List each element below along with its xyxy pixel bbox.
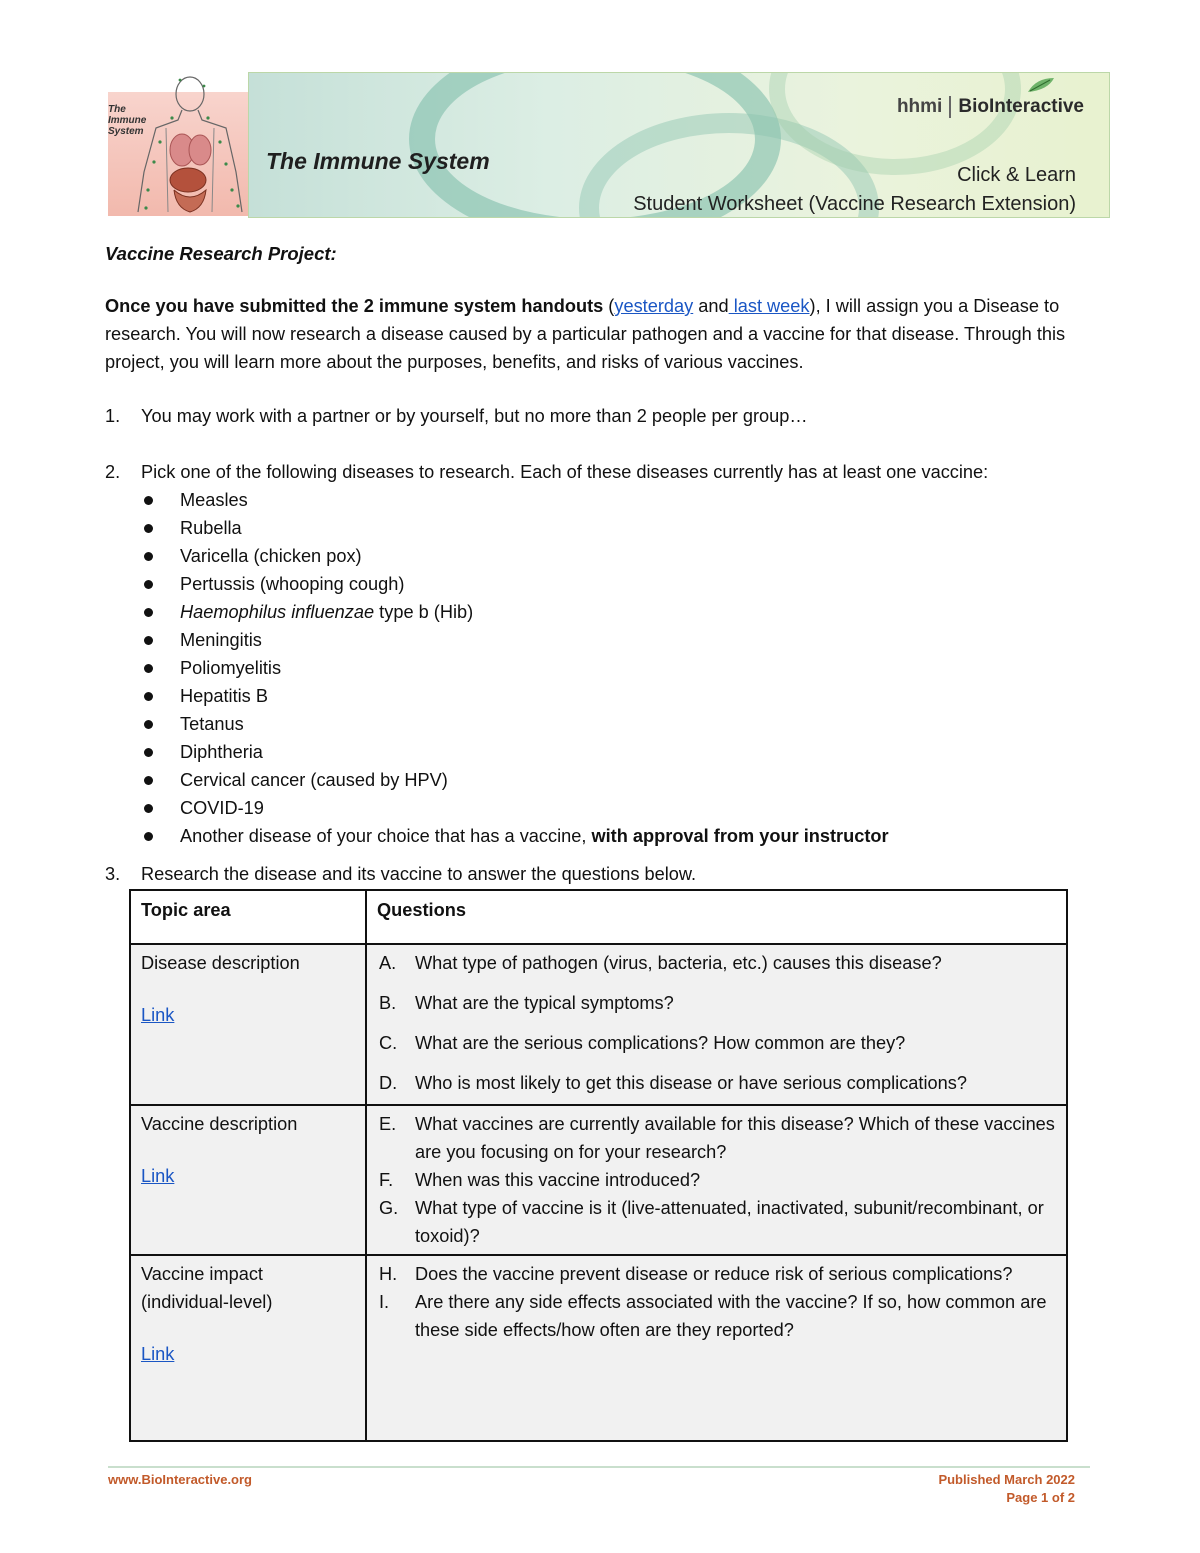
bullet-icon (144, 608, 153, 617)
intro-paren: ( (603, 296, 615, 316)
bullet-icon (144, 664, 153, 673)
question-letter: A. (379, 953, 397, 973)
approval-note: with approval from your instructor (591, 826, 889, 846)
disease-item (144, 570, 1090, 598)
question-letter: I. (379, 1292, 390, 1312)
question-letter: B. (379, 993, 397, 1013)
bullet-icon (144, 832, 153, 841)
vaccine-impact-link[interactable]: Link (141, 1344, 175, 1364)
human-figure-illustration (108, 72, 258, 218)
topic-cell (130, 944, 366, 1105)
project-title: Vaccine Research Project: (105, 243, 337, 264)
question-item (377, 1194, 1056, 1250)
question-list (377, 1260, 1056, 1344)
question-letter: C. (379, 1033, 398, 1053)
table-row (130, 944, 1067, 1105)
disease-item (144, 654, 1090, 682)
disease-name: COVID-19 (180, 798, 264, 818)
disease-name: Tetanus (180, 714, 244, 734)
worksheet-banner (108, 72, 1108, 218)
disease-name: Cervical cancer (caused by HPV) (180, 770, 448, 790)
bullet-icon (144, 776, 153, 785)
footer-divider (108, 1466, 1090, 1468)
hhmi-biointeractive-logo (897, 96, 1084, 118)
questions-cell (366, 1255, 1067, 1441)
disease-item (144, 486, 1090, 514)
bullet-icon (144, 552, 153, 561)
yesterday-link[interactable]: yesterday (614, 296, 694, 316)
step-number: 2. (105, 462, 121, 482)
questions-cell (366, 944, 1067, 1105)
disease-name: Rubella (180, 518, 242, 538)
table-header-row (130, 890, 1067, 944)
bullet-icon (144, 692, 153, 701)
click-learn-label: Click & Learn (957, 164, 1076, 186)
disease-description-link[interactable]: Link (141, 1005, 175, 1025)
question-item (377, 1166, 1056, 1194)
disease-name: Meningitis (180, 630, 262, 650)
disease-name: Measles (180, 490, 248, 510)
disease-item (144, 626, 1090, 654)
step-number: 1. (105, 406, 121, 426)
question-item (377, 1029, 1056, 1057)
question-letter: D. (379, 1073, 398, 1093)
question-letter: E. (379, 1114, 397, 1134)
bullet-icon (144, 804, 153, 813)
worksheet-subtitle: Student Worksheet (Vaccine Research Extension) (633, 193, 1076, 215)
bullet-icon (144, 580, 153, 589)
question-text: What type of pathogen (virus, bacteria, etc.) causes this disease? (415, 953, 942, 973)
disease-item (144, 822, 1090, 850)
question-text: When was this vaccine introduced? (415, 1170, 701, 1190)
question-letter: G. (379, 1198, 399, 1218)
step-text: Research the disease and its vaccine to answer the questions below. (141, 864, 697, 884)
disease-item (144, 710, 1090, 738)
disease-item (144, 794, 1090, 822)
footer-published-date: Published March 2022 (938, 1472, 1075, 1487)
disease-item (144, 598, 1090, 626)
disease-name: Pertussis (whooping cough) (180, 574, 405, 594)
question-item (377, 989, 1056, 1017)
disease-item (144, 514, 1090, 542)
intro-bold-text: Once you have submitted the 2 immune system handouts (105, 296, 604, 316)
header-questions: Questions (366, 890, 1067, 944)
disease-item (144, 738, 1090, 766)
instruction-steps (105, 402, 1090, 888)
bullet-icon (144, 524, 153, 533)
questions-cell (366, 1105, 1067, 1255)
question-item (377, 1069, 1056, 1097)
disease-name: Varicella (chicken pox) (180, 546, 362, 566)
question-list (377, 1110, 1056, 1250)
disease-list (141, 486, 1090, 850)
question-text: Does the vaccine prevent disease or reduce risk of serious complications? (415, 1264, 1013, 1284)
intro-rest-text: ), I will assign you a Disease to research. You will now research a disease caused by a particular pathogen and a vaccine for that disease. Through this project, you will learn more about the purposes, benefits, and risks of various vaccines. (105, 296, 1066, 372)
step-item (105, 402, 1090, 430)
topic-label: Vaccine description (141, 1114, 298, 1134)
hhmi-logo-text: hhmi (896, 96, 943, 117)
question-item (377, 1260, 1056, 1288)
leaf-logo-icon (1026, 76, 1056, 94)
disease-name: Another disease of your choice that has a vaccine, (180, 826, 592, 846)
last-week-link[interactable]: last week (728, 296, 810, 316)
question-text: Who is most likely to get this disease or have serious complications? (415, 1073, 967, 1093)
question-letter: F. (379, 1170, 394, 1190)
step-item (105, 860, 1090, 888)
topic-label: Vaccine impact (individual-level) (141, 1264, 273, 1312)
question-item (377, 949, 1056, 977)
table-row (130, 1255, 1067, 1441)
banner-title: The Immune System (266, 148, 490, 174)
question-item (377, 1110, 1056, 1166)
intro-and: and (693, 296, 729, 316)
question-item (377, 1288, 1056, 1344)
step-text: You may work with a partner or by yourself, but no more than 2 people per group… (141, 406, 808, 426)
question-text: Are there any side effects associated with the vaccine? If so, how common are these side effects/how often are they reported? (415, 1292, 1047, 1340)
header-topic-area: Topic area (130, 890, 366, 944)
bullet-icon (144, 748, 153, 757)
disease-name: Hepatitis B (180, 686, 268, 706)
topic-cell (130, 1255, 366, 1441)
topic-label: Disease description (141, 953, 300, 973)
disease-name-italic: Haemophilus influenzae (180, 602, 375, 622)
question-list (377, 949, 1056, 1097)
question-text: What are the serious complications? How common are they? (415, 1033, 906, 1053)
question-text: What type of vaccine is it (live-attenuated, inactivated, subunit/recombinant, or toxoid)? (415, 1198, 1044, 1246)
topic-cell (130, 1105, 366, 1255)
step-text: Pick one of the following diseases to research. Each of these diseases currently has at least one vaccine: (141, 462, 989, 482)
questions-table (129, 889, 1068, 1442)
footer-website: www.BioInteractive.org (108, 1472, 252, 1487)
question-text: What vaccines are currently available for this disease? Which of these vaccines are you focusing on for your research? (415, 1114, 1055, 1162)
table-row (130, 1105, 1067, 1255)
bullet-icon (144, 720, 153, 729)
disease-name: Diphtheria (180, 742, 263, 762)
disease-item (144, 542, 1090, 570)
disease-item (144, 682, 1090, 710)
step-item (105, 458, 1090, 850)
worksheet-content (105, 240, 1090, 888)
bullet-icon (144, 636, 153, 645)
disease-item (144, 766, 1090, 794)
disease-name: type b (Hib) (374, 602, 474, 622)
biointeractive-logo-text: BioInteractive (958, 96, 1084, 117)
bullet-icon (144, 496, 153, 505)
figure-label: The Immune System (108, 104, 147, 137)
footer-page-number: Page 1 of 2 (1006, 1490, 1075, 1505)
question-text: What are the typical symptoms? (415, 993, 674, 1013)
disease-name: Poliomyelitis (180, 658, 282, 678)
question-letter: H. (379, 1264, 398, 1284)
vaccine-description-link[interactable]: Link (141, 1166, 175, 1186)
intro-paragraph (105, 292, 1090, 376)
step-number: 3. (105, 864, 121, 884)
